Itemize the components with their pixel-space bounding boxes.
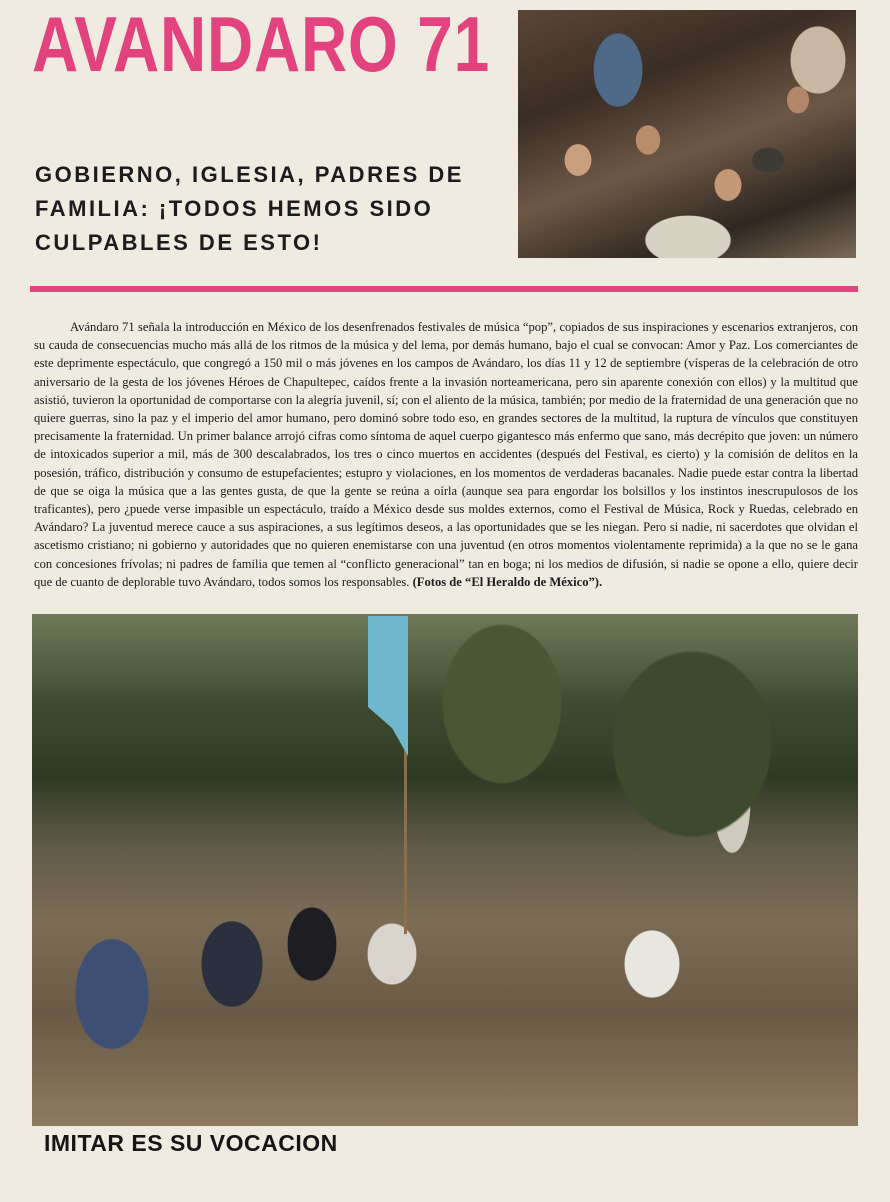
article-body-text: Avándaro 71 señala la introducción en México de los desenfrenados festivales de música “pop”, copiados de sus inspiraciones y escenarios extranjeros, con su cauda de consecuencias mucho más allá de los ritmos de la música y del lema, por demás humano, bajo el cual se convocan: Amor y Paz. Los comerciantes de este deprimente espectáculo, que congregó a 150 mil o más jóvenes en los campos de Avándaro, los días 11 y 12 de septiembre (vísperas de la celebración de otro aniversario de la gesta de los jóvenes Héroes de Chapultepec, caídos frente a la invasión norteamericana, pero sin aparente conexión con ellos) y la multitud que asistió, tuvieron la oportunidad de comportarse con la alegría juvenil, sí; con el aliento de la música, también; por medio de la fraternidad de una generación que no quiere guerras, sino la paz y el imperio del amor humano, pero dominó sobre todo eso, en grandes sectores de la multitud, la ruptura de vínculos que constituyen precisamente la fraternidad. Un primer balance arrojó cifras como síntoma de aquel cuerpo gigantesco más enfermo que sano, más decrépito que joven: un número de intoxicados superior a mil, más de 300 descalabrados, los tres o cinco muertos en accidentes (después del Festival, es cierto) y la comisión de delitos en la posesión, tráfico, distribución y consumo de estupefacientes; estupro y violaciones, en los momentos de verdaderas bacanales. Nadie puede estar contra la libertad de que se oiga la música que a las gentes gusta, de que la gente se reúna a oírla (aunque sea para engordar los bolsillos y los instintos inescrupulosos de los traficantes), pero ¿puede verse impasible un espectáculo, traído a México desde sus moldes externos, como el Festival de Música, Rock y Ruedas, celebrado en Avándaro? La juventud merece cauce a sus aspiraciones, a sus legítimos deseos, a las oportunidades que se les niegan. Pero si nadie, ni sacerdotes que olvidan el ascetismo cristiano; ni gobierno y autoridades que no quieren enemistarse con una juventud (en otros momentos violentamente reprimida) a la que no se le gana con concesiones frívolas; ni padres de familia que temen al “conflicto generacional” tan en boga; ni los medios de difusión, si nadie se opone a ello, quiere decir que de cuanto de deplorable tuvo Avándaro, todos somos los responsables. [34,320,858,589]
photo-caption: IMITAR ES SU VOCACION [44,1130,338,1156]
headline: AVANDARO 71 [32,0,490,88]
article-body [34,318,858,591]
photo-credit: (Fotos de “El Heraldo de México”). [412,574,603,589]
pink-divider [30,286,858,292]
subheadline: GOBIERNO, IGLESIA, PADRES DE FAMILIA: ¡TODOS HEMOS SIDO CULPABLES DE ESTO! [35,162,464,255]
festival-camp-photo [32,614,858,1126]
blue-flag [368,616,408,756]
crowd-photo [518,10,856,258]
